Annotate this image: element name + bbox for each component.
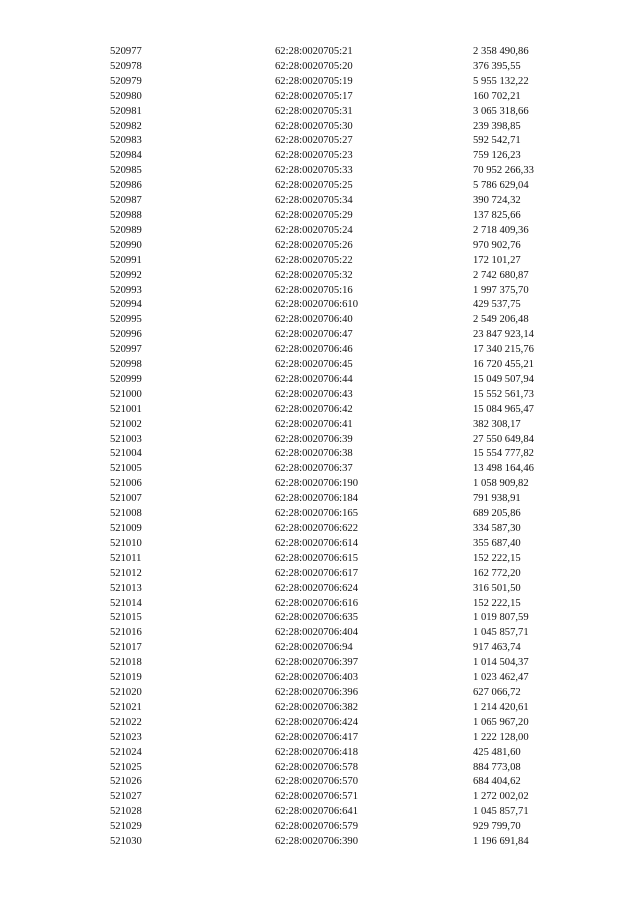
table-row bbox=[110, 641, 580, 656]
cadastral-number-cell: 62:28:0020706:165 bbox=[275, 508, 358, 520]
table-row bbox=[110, 790, 580, 805]
cadastral-value-cell: 1 058 909,82 bbox=[473, 478, 529, 490]
cadastral-value-cell: 137 825,66 bbox=[473, 209, 521, 221]
table-row bbox=[110, 820, 580, 835]
table-row bbox=[110, 582, 580, 597]
table-row bbox=[110, 746, 580, 761]
cadastral-number-cell: 62:28:0020705:19 bbox=[275, 75, 353, 87]
row-number-cell: 521004 bbox=[110, 448, 142, 460]
cadastral-value-cell: 1 214 420,61 bbox=[473, 701, 529, 713]
cadastral-value-cell: 1 997 375,70 bbox=[473, 284, 529, 296]
cadastral-number-cell: 62:28:0020706:45 bbox=[275, 359, 353, 371]
cadastral-number-cell: 62:28:0020706:570 bbox=[275, 776, 358, 788]
table-row bbox=[110, 611, 580, 626]
cadastral-number-cell: 62:28:0020706:578 bbox=[275, 761, 358, 773]
row-number-cell: 520997 bbox=[110, 344, 142, 356]
row-number-cell: 520980 bbox=[110, 90, 142, 102]
row-number-cell: 520996 bbox=[110, 329, 142, 341]
cadastral-value-cell: 15 552 561,73 bbox=[473, 388, 534, 400]
row-number-cell: 521020 bbox=[110, 686, 142, 698]
row-number-cell: 520979 bbox=[110, 75, 142, 87]
cadastral-number-cell: 62:28:0020705:22 bbox=[275, 254, 353, 266]
row-number-cell: 520986 bbox=[110, 180, 142, 192]
cadastral-number-cell: 62:28:0020706:41 bbox=[275, 418, 353, 430]
table-row bbox=[110, 731, 580, 746]
table-row bbox=[110, 224, 580, 239]
table-row bbox=[110, 552, 580, 567]
table-row bbox=[110, 805, 580, 820]
row-number-cell: 520983 bbox=[110, 135, 142, 147]
cadastral-value-cell: 15 049 507,94 bbox=[473, 373, 534, 385]
row-number-cell: 521017 bbox=[110, 642, 142, 654]
row-number-cell: 520987 bbox=[110, 195, 142, 207]
row-number-cell: 521003 bbox=[110, 433, 142, 445]
row-number-cell: 520977 bbox=[110, 46, 142, 57]
cadastral-value-cell: 16 720 455,21 bbox=[473, 359, 534, 371]
cadastral-value-cell: 684 404,62 bbox=[473, 776, 521, 788]
cadastral-value-cell: 27 550 649,84 bbox=[473, 433, 534, 445]
cadastral-value-cell: 382 308,17 bbox=[473, 418, 521, 430]
row-number-cell: 521009 bbox=[110, 523, 142, 534]
cadastral-number-cell: 62:28:0020706:624 bbox=[275, 582, 358, 594]
cadastral-number-cell: 62:28:0020705:34 bbox=[275, 195, 353, 207]
cadastral-number-cell: 62:28:0020705:27 bbox=[275, 135, 353, 147]
row-number-cell: 521006 bbox=[110, 478, 142, 490]
table-row bbox=[110, 447, 580, 462]
cadastral-number-cell: 62:28:0020706:610 bbox=[275, 299, 358, 311]
cadastral-number-cell: 62:28:0020706:190 bbox=[275, 478, 358, 490]
row-number-cell: 521018 bbox=[110, 657, 142, 669]
row-number-cell: 520998 bbox=[110, 359, 142, 371]
row-number-cell: 521027 bbox=[110, 791, 142, 803]
table-row bbox=[110, 492, 580, 507]
table-row bbox=[110, 105, 580, 120]
table-row bbox=[110, 209, 580, 224]
cadastral-number-cell: 62:28:0020706:38 bbox=[275, 448, 353, 460]
table-row bbox=[110, 194, 580, 209]
cadastral-value-cell: 2 549 206,48 bbox=[473, 314, 529, 326]
cadastral-number-cell: 62:28:0020706:579 bbox=[275, 821, 358, 833]
cadastral-value-cell: 152 222,15 bbox=[473, 552, 521, 564]
row-number-cell: 521019 bbox=[110, 672, 142, 684]
table-row bbox=[110, 462, 580, 477]
cadastral-number-cell: 62:28:0020705:17 bbox=[275, 90, 353, 102]
table-row bbox=[110, 686, 580, 701]
cadastral-number-cell: 62:28:0020706:641 bbox=[275, 806, 358, 818]
table-row bbox=[110, 477, 580, 492]
table-row bbox=[110, 328, 580, 343]
table-row bbox=[110, 313, 580, 328]
table-row bbox=[110, 164, 580, 179]
cadastral-value-cell: 917 463,74 bbox=[473, 642, 521, 654]
cadastral-number-cell: 62:28:0020706:390 bbox=[275, 836, 358, 848]
cadastral-number-cell: 62:28:0020706:44 bbox=[275, 373, 353, 385]
cadastral-value-cell: 5 786 629,04 bbox=[473, 180, 529, 192]
table-row bbox=[110, 269, 580, 284]
table-row bbox=[110, 388, 580, 403]
cadastral-value-cell: 1 045 857,71 bbox=[473, 806, 529, 818]
cadastral-value-cell: 1 272 002,02 bbox=[473, 791, 529, 803]
cadastral-value-cell: 390 724,32 bbox=[473, 195, 521, 207]
cadastral-value-cell: 160 702,21 bbox=[473, 90, 521, 102]
cadastral-value-cell: 689 205,86 bbox=[473, 508, 521, 520]
cadastral-value-cell: 1 019 807,59 bbox=[473, 612, 529, 624]
cadastral-number-cell: 62:28:0020705:20 bbox=[275, 60, 353, 72]
cadastral-value-cell: 2 358 490,86 bbox=[473, 46, 529, 57]
row-number-cell: 521000 bbox=[110, 388, 142, 400]
cadastral-number-cell: 62:28:0020706:43 bbox=[275, 388, 353, 400]
cadastral-value-cell: 425 481,60 bbox=[473, 746, 521, 758]
table-row bbox=[110, 179, 580, 194]
row-number-cell: 521005 bbox=[110, 463, 142, 475]
table-row bbox=[110, 120, 580, 135]
table-row bbox=[110, 716, 580, 731]
cadastral-value-cell: 316 501,50 bbox=[473, 582, 521, 594]
cadastral-value-cell: 929 799,70 bbox=[473, 821, 521, 833]
cadastral-number-cell: 62:28:0020706:37 bbox=[275, 463, 353, 475]
cadastral-value-cell: 162 772,20 bbox=[473, 567, 521, 579]
row-number-cell: 521022 bbox=[110, 716, 142, 728]
cadastral-number-cell: 62:28:0020705:31 bbox=[275, 105, 353, 117]
cadastral-value-cell: 791 938,91 bbox=[473, 493, 521, 505]
row-number-cell: 520990 bbox=[110, 239, 142, 251]
row-number-cell: 521024 bbox=[110, 746, 142, 758]
cadastral-number-cell: 62:28:0020705:32 bbox=[275, 269, 353, 281]
cadastral-value-cell: 334 587,30 bbox=[473, 523, 521, 534]
cadastral-number-cell: 62:28:0020706:184 bbox=[275, 493, 358, 505]
row-number-cell: 521030 bbox=[110, 836, 142, 848]
cadastral-value-cell: 884 773,08 bbox=[473, 761, 521, 773]
row-number-cell: 520995 bbox=[110, 314, 142, 326]
row-number-cell: 521013 bbox=[110, 582, 142, 594]
cadastral-value-table bbox=[110, 45, 580, 850]
cadastral-number-cell: 62:28:0020706:635 bbox=[275, 612, 358, 624]
cadastral-number-cell: 62:28:0020706:417 bbox=[275, 731, 358, 743]
row-number-cell: 520978 bbox=[110, 60, 142, 72]
cadastral-value-cell: 1 196 691,84 bbox=[473, 836, 529, 848]
row-number-cell: 521002 bbox=[110, 418, 142, 430]
cadastral-value-cell: 152 222,15 bbox=[473, 597, 521, 609]
cadastral-value-cell: 592 542,71 bbox=[473, 135, 521, 147]
table-row bbox=[110, 403, 580, 418]
cadastral-value-cell: 13 498 164,46 bbox=[473, 463, 534, 475]
cadastral-number-cell: 62:28:0020706:94 bbox=[275, 642, 353, 654]
table-row bbox=[110, 373, 580, 388]
cadastral-number-cell: 62:28:0020705:33 bbox=[275, 165, 353, 177]
row-number-cell: 520981 bbox=[110, 105, 142, 117]
cadastral-number-cell: 62:28:0020705:30 bbox=[275, 120, 353, 132]
table-row bbox=[110, 671, 580, 686]
cadastral-number-cell: 62:28:0020706:571 bbox=[275, 791, 358, 803]
table-row bbox=[110, 522, 580, 537]
cadastral-number-cell: 62:28:0020706:46 bbox=[275, 344, 353, 356]
cadastral-number-cell: 62:28:0020705:23 bbox=[275, 150, 353, 162]
table-row bbox=[110, 701, 580, 716]
cadastral-value-cell: 15 554 777,82 bbox=[473, 448, 534, 460]
table-row bbox=[110, 418, 580, 433]
cadastral-number-cell: 62:28:0020705:21 bbox=[275, 46, 353, 57]
row-number-cell: 520989 bbox=[110, 224, 142, 236]
cadastral-value-cell: 172 101,27 bbox=[473, 254, 521, 266]
row-number-cell: 520992 bbox=[110, 269, 142, 281]
cadastral-value-cell: 1 023 462,47 bbox=[473, 672, 529, 684]
cadastral-value-cell: 2 742 680,87 bbox=[473, 269, 529, 281]
cadastral-number-cell: 62:28:0020706:404 bbox=[275, 627, 358, 639]
row-number-cell: 521025 bbox=[110, 761, 142, 773]
cadastral-number-cell: 62:28:0020706:622 bbox=[275, 523, 358, 534]
table-row bbox=[110, 134, 580, 149]
cadastral-number-cell: 62:28:0020706:615 bbox=[275, 552, 358, 564]
row-number-cell: 521007 bbox=[110, 493, 142, 505]
table-row bbox=[110, 45, 580, 60]
table-row bbox=[110, 656, 580, 671]
row-number-cell: 520991 bbox=[110, 254, 142, 266]
cadastral-number-cell: 62:28:0020706:39 bbox=[275, 433, 353, 445]
row-number-cell: 520982 bbox=[110, 120, 142, 132]
cadastral-value-cell: 1 222 128,00 bbox=[473, 731, 529, 743]
cadastral-value-cell: 759 126,23 bbox=[473, 150, 521, 162]
table-row bbox=[110, 433, 580, 448]
cadastral-number-cell: 62:28:0020706:397 bbox=[275, 657, 358, 669]
table-row bbox=[110, 507, 580, 522]
row-number-cell: 521011 bbox=[110, 552, 142, 564]
table-row bbox=[110, 149, 580, 164]
table-row bbox=[110, 567, 580, 582]
row-number-cell: 521001 bbox=[110, 403, 142, 415]
cadastral-number-cell: 62:28:0020706:617 bbox=[275, 567, 358, 579]
row-number-cell: 520999 bbox=[110, 373, 142, 385]
cadastral-value-cell: 5 955 132,22 bbox=[473, 75, 529, 87]
table-row bbox=[110, 358, 580, 373]
cadastral-value-cell: 1 014 504,37 bbox=[473, 657, 529, 669]
cadastral-value-cell: 1 045 857,71 bbox=[473, 627, 529, 639]
cadastral-number-cell: 62:28:0020706:614 bbox=[275, 537, 358, 549]
cadastral-number-cell: 62:28:0020706:424 bbox=[275, 716, 358, 728]
cadastral-number-cell: 62:28:0020705:26 bbox=[275, 239, 353, 251]
row-number-cell: 521015 bbox=[110, 612, 142, 624]
row-number-cell: 520988 bbox=[110, 209, 142, 221]
cadastral-number-cell: 62:28:0020706:40 bbox=[275, 314, 353, 326]
table-row bbox=[110, 626, 580, 641]
row-number-cell: 521021 bbox=[110, 701, 142, 713]
cadastral-value-cell: 3 065 318,66 bbox=[473, 105, 529, 117]
row-number-cell: 520984 bbox=[110, 150, 142, 162]
row-number-cell: 521026 bbox=[110, 776, 142, 788]
cadastral-number-cell: 62:28:0020705:25 bbox=[275, 180, 353, 192]
table-row bbox=[110, 761, 580, 776]
row-number-cell: 521008 bbox=[110, 508, 142, 520]
cadastral-value-cell: 355 687,40 bbox=[473, 537, 521, 549]
table-row bbox=[110, 298, 580, 313]
table-row bbox=[110, 75, 580, 90]
cadastral-number-cell: 62:28:0020706:418 bbox=[275, 746, 358, 758]
cadastral-value-cell: 1 065 967,20 bbox=[473, 716, 529, 728]
row-number-cell: 520993 bbox=[110, 284, 142, 296]
row-number-cell: 521012 bbox=[110, 567, 142, 579]
cadastral-number-cell: 62:28:0020706:396 bbox=[275, 686, 358, 698]
table-row bbox=[110, 775, 580, 790]
table-row bbox=[110, 835, 580, 850]
row-number-cell: 520994 bbox=[110, 299, 142, 311]
table-row bbox=[110, 284, 580, 299]
row-number-cell: 520985 bbox=[110, 165, 142, 177]
cadastral-value-cell: 429 537,75 bbox=[473, 299, 521, 311]
cadastral-number-cell: 62:28:0020706:403 bbox=[275, 672, 358, 684]
table-row bbox=[110, 239, 580, 254]
cadastral-number-cell: 62:28:0020705:29 bbox=[275, 209, 353, 221]
table-row bbox=[110, 254, 580, 269]
cadastral-value-cell: 376 395,55 bbox=[473, 60, 521, 72]
table-row bbox=[110, 537, 580, 552]
table-row bbox=[110, 343, 580, 358]
row-number-cell: 521014 bbox=[110, 597, 142, 609]
cadastral-value-cell: 23 847 923,14 bbox=[473, 329, 534, 341]
cadastral-number-cell: 62:28:0020705:24 bbox=[275, 224, 353, 236]
cadastral-value-cell: 2 718 409,36 bbox=[473, 224, 529, 236]
row-number-cell: 521028 bbox=[110, 806, 142, 818]
cadastral-value-cell: 239 398,85 bbox=[473, 120, 521, 132]
cadastral-number-cell: 62:28:0020706:616 bbox=[275, 597, 358, 609]
row-number-cell: 521016 bbox=[110, 627, 142, 639]
row-number-cell: 521010 bbox=[110, 537, 142, 549]
cadastral-number-cell: 62:28:0020706:382 bbox=[275, 701, 358, 713]
table-row bbox=[110, 597, 580, 612]
cadastral-number-cell: 62:28:0020705:16 bbox=[275, 284, 353, 296]
cadastral-value-cell: 970 902,76 bbox=[473, 239, 521, 251]
cadastral-number-cell: 62:28:0020706:47 bbox=[275, 329, 353, 341]
cadastral-value-cell: 627 066,72 bbox=[473, 686, 521, 698]
table-row bbox=[110, 60, 580, 75]
cadastral-value-cell: 17 340 215,76 bbox=[473, 344, 534, 356]
row-number-cell: 521023 bbox=[110, 731, 142, 743]
cadastral-value-cell: 70 952 266,33 bbox=[473, 165, 534, 177]
table-row bbox=[110, 90, 580, 105]
cadastral-number-cell: 62:28:0020706:42 bbox=[275, 403, 353, 415]
cadastral-value-cell: 15 084 965,47 bbox=[473, 403, 534, 415]
row-number-cell: 521029 bbox=[110, 821, 142, 833]
